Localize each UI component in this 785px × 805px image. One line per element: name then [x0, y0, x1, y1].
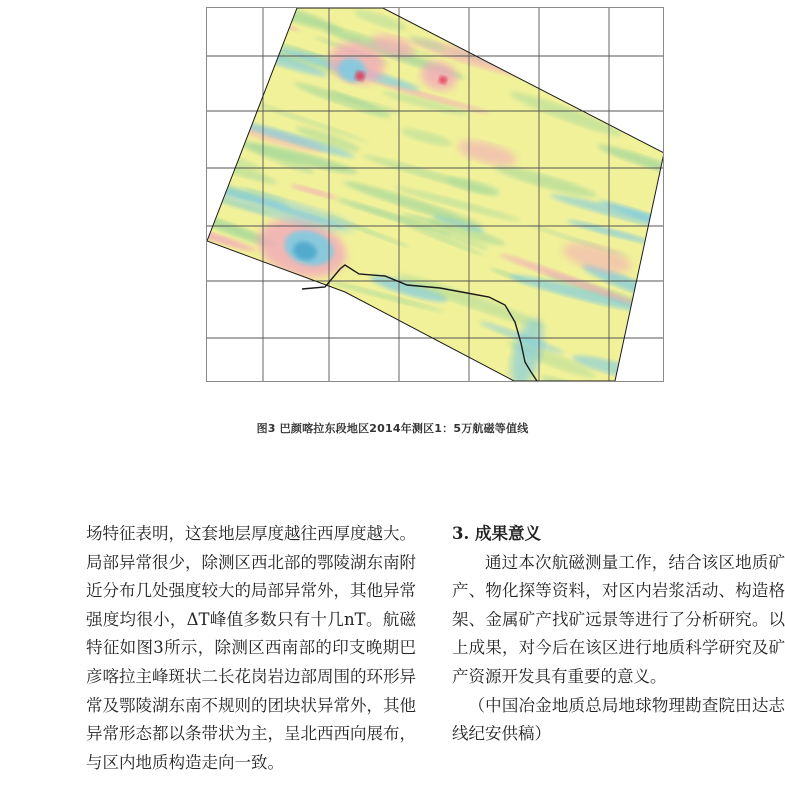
anomaly-streak: [207, 24, 281, 59]
anomaly-streak: [276, 351, 344, 381]
left-text-column: [86, 520, 416, 777]
anomaly-streak: [283, 352, 392, 381]
section-title: 3. 成果意义: [452, 524, 541, 543]
anomaly-streak: [207, 23, 257, 66]
attribution: （中国冶金地质总局地球物理勘查院田达志 线纪安供稿）: [452, 695, 785, 744]
right-text-column: [452, 520, 785, 749]
anomaly-streak: [207, 62, 253, 108]
anomaly-streak: [280, 288, 350, 323]
anomaly-streak: [207, 354, 256, 381]
aeromagnetic-contour-map: [206, 7, 664, 382]
body-paragraph: 场特征表明，这套地层厚度越往西厚度越大。局部异常很少，除测区西北部的鄂陵湖东南附近分布几处强度较大的局部异常外，其他异常强度均很小，ΔT峰值多数只有十几nT。航磁特征如图3所示，除测区西南部的印支晚期巴彦喀拉主峰斑状二长花岗岩边部周围的环形异常及鄂陵湖东南不规则的团块状异常外，其他异常形态都以条带状为主，呈北西西向展布，与区内地质构造走向一致。: [86, 524, 416, 772]
anomaly-streak: [220, 48, 263, 69]
anomaly-streak: [207, 341, 297, 381]
anomaly-streak: [420, 356, 471, 377]
figure-caption: 图3 巴颜喀拉东段地区2014年测区1：5万航磁等值线: [256, 422, 529, 435]
anomaly-streak: [510, 39, 582, 76]
anomaly-streak: [207, 60, 244, 94]
anomaly-streak: [207, 343, 269, 377]
map-graphic: [207, 8, 663, 381]
body-paragraph: 通过本次航磁测量工作，结合该区地质矿产、物化探等资料，对区内岩浆活动、构造格架、金属矿产找矿远景等进行了分析研究。以上成果，对今后在该区进行地质科学研究及矿产资源开发具有重要的意义。: [452, 552, 785, 686]
anomaly-streak: [606, 8, 663, 25]
anomaly-streak: [588, 8, 663, 31]
